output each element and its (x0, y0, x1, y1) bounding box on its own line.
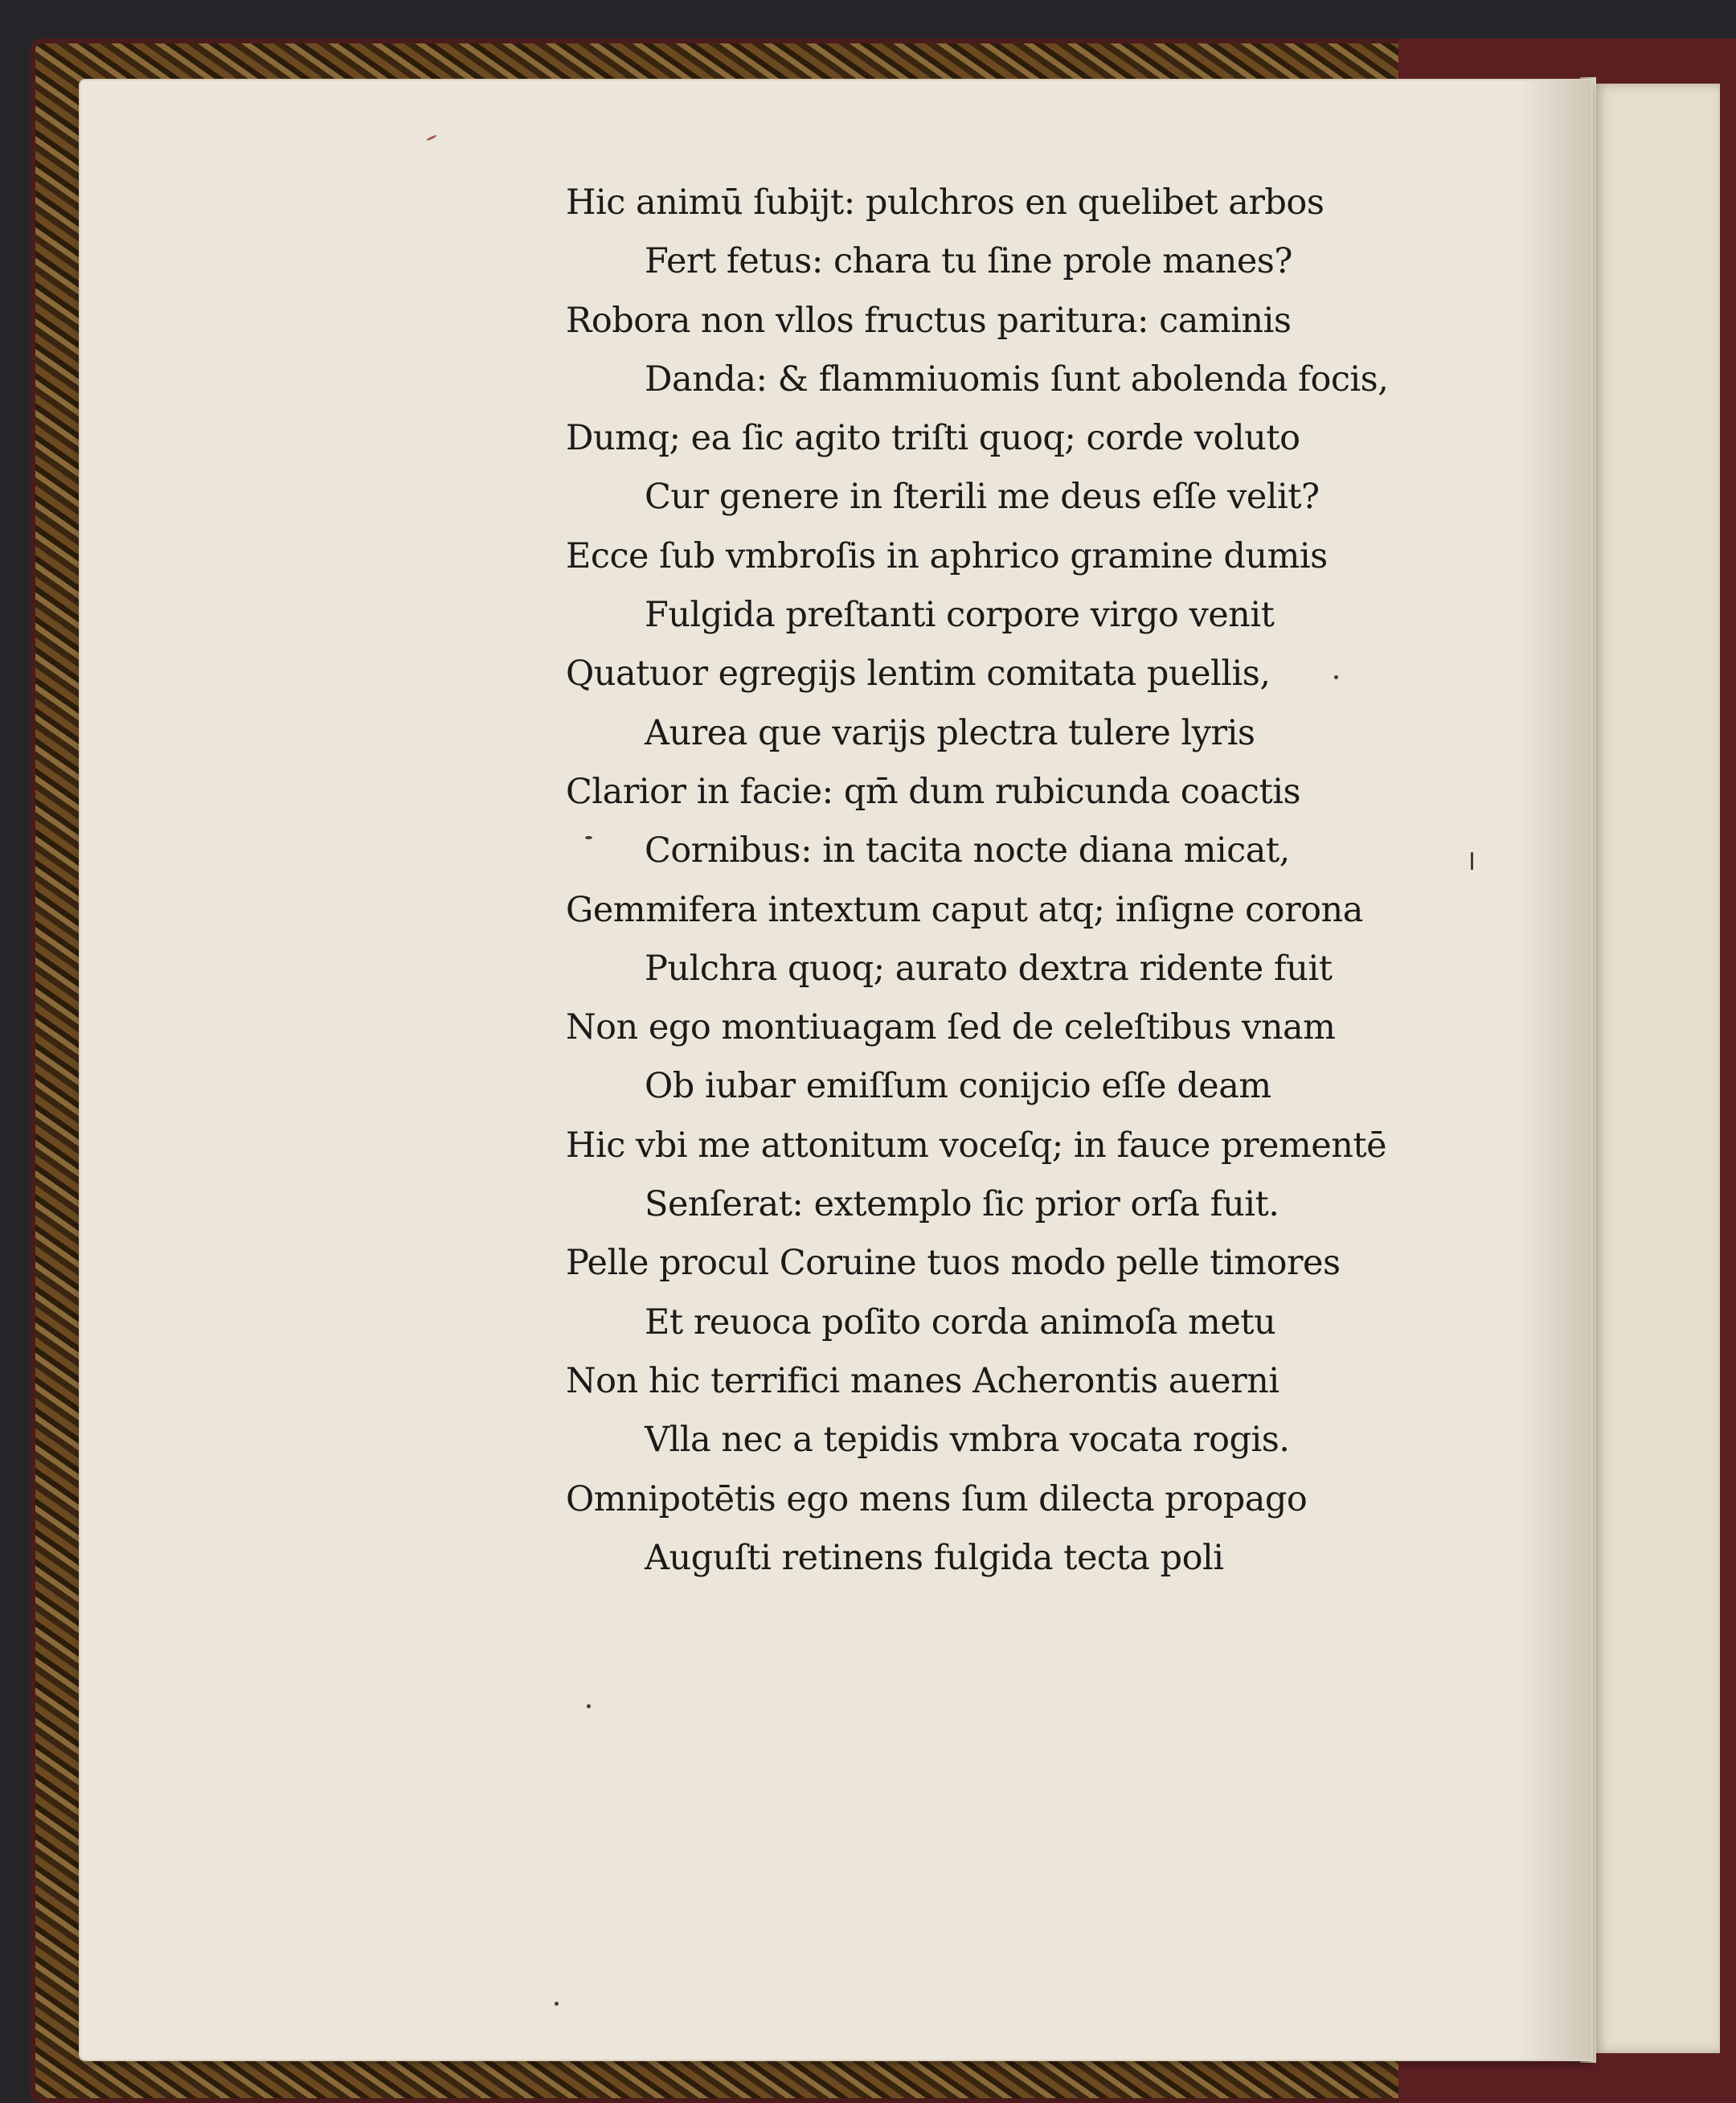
page-speck (587, 1704, 591, 1708)
verse-line: Auguſti retinens fulgida tecta poli (645, 1537, 1224, 1578)
right-page-edge (1595, 84, 1720, 2053)
verse-line: Aurea que varijs plectra tulere lyris (645, 712, 1255, 753)
page-speck (1471, 852, 1473, 870)
verse-line: Ecce ſub vmbroſis in aphrico gramine dumis (566, 535, 1328, 576)
verse-line: Cornibus: in tacita nocte diana micat, (645, 830, 1290, 871)
verse-line: Dumq; ea ſic agito triſti quoq; corde voluto (566, 418, 1300, 459)
verse-line: Hic vbi me attonitum voceſq; in fauce prementē (566, 1125, 1387, 1166)
right-page-show-through (1595, 325, 1720, 1691)
verse-line: Cur genere in ſterili me deus eſſe velit? (645, 477, 1320, 518)
page-speck (555, 2002, 559, 2006)
verse-line: Gemmifera intextum caput atq; inſigne corona (566, 889, 1363, 930)
verse-line: Robora non vllos fructus paritura: caminis (566, 300, 1292, 341)
verse-line: Clarior in facie: qm̄ dum rubicunda coactis (566, 771, 1301, 812)
verse-line: Danda: & flammiuomis ſunt abolenda focis, (645, 359, 1389, 400)
verse-line: Ob iubar emiſſum conijcio eſſe deam (645, 1066, 1271, 1107)
verse-line: Non ego montiuagam ſed de celeſtibus vnam (566, 1007, 1336, 1048)
verse-line: Non hic terrifici manes Acherontis auerni (566, 1360, 1279, 1401)
verse-line: Pelle procul Coruine tuos modo pelle timores (566, 1243, 1341, 1284)
verse-text-block (566, 174, 1389, 1588)
verse-line: Fulgida preſtanti corpore virgo venit (645, 595, 1275, 636)
verse-line: Hic animū ſubijt: pulchros en quelibet arbos (566, 182, 1325, 223)
verse-line: Pulchra quoq; aurato dextra ridente fuit (645, 948, 1333, 989)
page-speck (426, 134, 437, 141)
verse-line: Senſerat: extemplo ſic prior orſa fuit. (645, 1184, 1279, 1225)
verse-line: Vlla nec a tepidis vmbra vocata rogis. (645, 1420, 1290, 1461)
verse-line: Fert fetus: chara tu ſine prole manes? (645, 241, 1292, 282)
verse-line: Omnipotētis ego mens ſum dilecta propago (566, 1478, 1308, 1519)
verse-line: Quatuor egregijs lentim comitata puellis, (566, 654, 1271, 695)
verse-line: Et reuoca poſito corda animoſa metu (645, 1302, 1276, 1343)
